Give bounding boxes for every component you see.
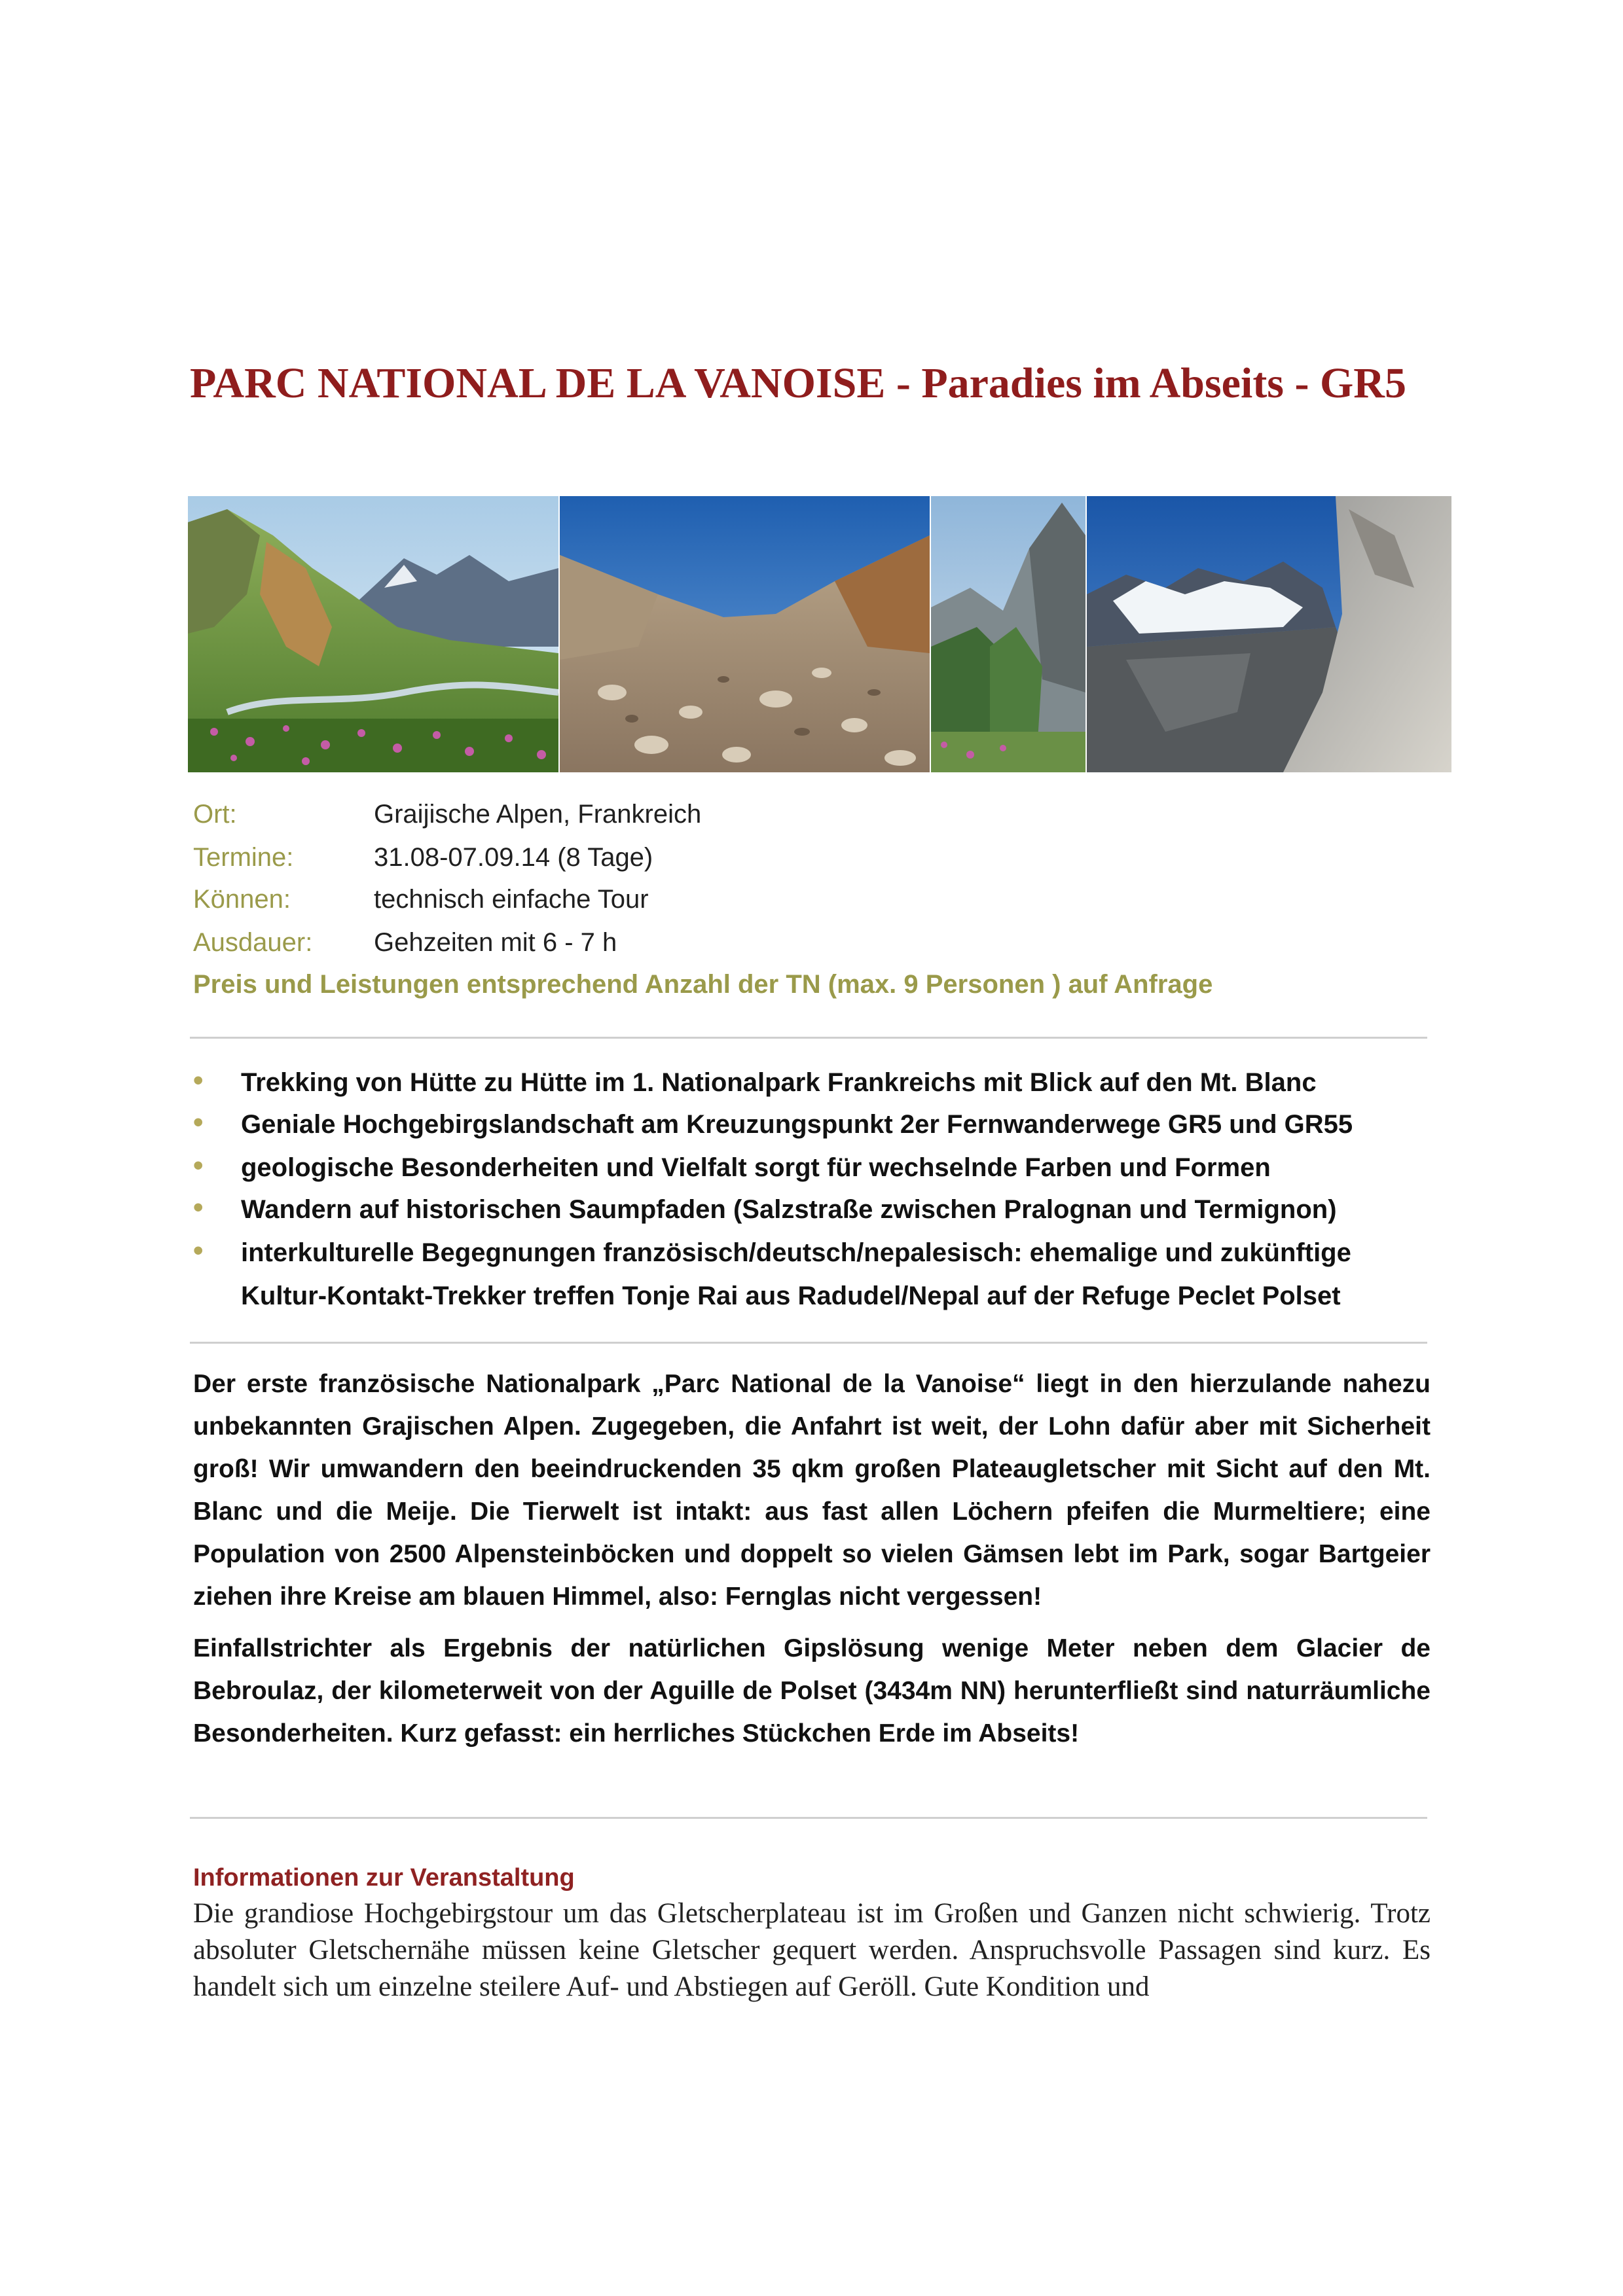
document-page: PARC NATIONAL DE LA VANOISE - Paradies im Abseits - GR5 Ort: Graijische Alpen, Frankreich Termine: 31.08-07.09.14 (8 Tage) Können: technisch einfache Tour Ausdauer: Gehzeiten mit 6 - 7 h Preis und Leistungen entsprechend Anzahl der TN (max. 9 Personen ) auf Anfrage • Trekking von Hütte zu Hütte im 1. Nationalpark Frankreichs mit Blick auf den Mt. Blanc • Geniale Hochgebirgslandschaft am Kreuzungspunkt 2er Fernwanderwege GR5 und GR55 • geologische Besonderheiten und Vielfalt sorgt für wechselnde Farben und Formen • Wandern auf historischen Saumpfaden (Salzstraße zwischen Pralognan und Termignon) • interkulturelle Begegnungen französisch/deutsch/nepalesisch: ehemalige und zukünftige Kultur-Kontakt-Trekker treffen Tonje Rai aus Radudel/Nepal auf der Refuge Peclet Polset Der erste französische Nationalpark „Parc National de la Vanoise“ liegt in den hierzulande nahezu unbekannten Grajischen Alpen. Zugegeben, die Anfahrt ist weit, der Lohn dafür aber mit Sicherheit groß! Wir umwandern den beeindruckenden 35 qkm großen Plateaugletscher mit Sicht auf den Mt. Blanc und die Meije. Die Tierwelt ist intakt: aus fast allen Löchern pfeifen die Murmeltiere; eine Population von 2500 Alpensteinböcken und doppelt so vielen Gämsen lebt im Park, sogar Bartgeier ziehen ihre Kreise am blauen Himmel, also: Fernglas nicht vergessen! Einfallstrichter als Ergebnis der natürlichen Gipslösung wenige Meter neben dem Glacier de Bebroulaz, der kilometerweit von der Aguille de Polset (3434m NN) herunterfließt sind naturräumliche Besonderheiten. Kurz gefasst: ein herrliches Stückchen Erde im Abseits! Informationen zur Veranstaltung Die grandiose Hochgebirgstour um das Gletscherplateau ist im Großen und Ganzen nicht schwierig. Trotz absoluter Gletschernähe müssen keine Gletscher gequert werden. Anspruchsvolle Passagen sind kurz. Es handelt sich um einzelne steilere Auf- und Abstiegen auf Geröll. Gute Kondition und [0, 0, 1623, 2296]
fact-label: Ort: [193, 800, 237, 829]
photo-strip [188, 496, 1451, 772]
photo-glacier [1087, 496, 1451, 772]
section-heading: Informationen zur Veranstaltung [193, 1864, 575, 1892]
bullet-icon: • [193, 1149, 204, 1181]
divider [190, 1817, 1427, 1819]
divider [190, 1342, 1427, 1344]
photo-steep-peak [931, 496, 1085, 772]
fact-value: Gehzeiten mit 6 - 7 h [374, 928, 617, 957]
fact-label: Können: [193, 885, 291, 914]
fact-label: Ausdauer: [193, 928, 313, 957]
fact-value: 31.08-07.09.14 (8 Tage) [374, 843, 653, 872]
description-paragraph: Der erste französische Nationalpark „Parc National de la Vanoise“ liegt in den hierzulande nahezu unbekannten Grajischen Alpen. Zugegeben, die Anfahrt ist weit, der Lohn dafür aber mit Sicherheit groß! Wir umwandern den beeindruckenden 35 qkm großen Plateaugletscher mit Sicht auf den Mt. Blanc und die Meije. Die Tierwelt ist intakt: aus fast allen Löchern pfeifen die Murmeltiere; eine Population von 2500 Alpensteinböcken und doppelt so vielen Gämsen lebt im Park, sogar Bartgeier ziehen ihre Kreise am blauen Himmel, also: Fernglas nicht vergessen! [193, 1370, 1431, 1611]
page-title: PARC NATIONAL DE LA VANOISE - Paradies im Abseits - GR5 [190, 359, 1406, 407]
fact-value: technisch einfache Tour [374, 885, 649, 914]
info-paragraph: Die grandiose Hochgebirgstour um das Gletscherplateau ist im Großen und Ganzen nicht schwierig. Trotz absoluter Gletschernähe müssen keine Gletscher gequert werden. Anspruchsvolle Passagen sind kurz. Es handelt sich um einzelne steilere Auf- und Abstiegen auf Geröll. Gute Kondition und [193, 1898, 1431, 2002]
fact-label: Termine: [193, 843, 294, 872]
fact-value: Graijische Alpen, Frankreich [374, 800, 702, 829]
price-note: Preis und Leistungen entsprechend Anzahl der TN (max. 9 Personen ) auf Anfrage [193, 970, 1213, 999]
bullet-icon: • [193, 1064, 204, 1096]
bullet-icon: • [193, 1106, 204, 1138]
photo-rocky-moraine [560, 496, 930, 772]
bullet-icon: • [193, 1234, 204, 1266]
bullet-icon: • [193, 1191, 204, 1223]
divider [190, 1037, 1427, 1039]
photo-alpine-meadow [188, 496, 558, 772]
list-item-continuation: Kultur-Kontakt-Trekker treffen Tonje Rai aus Radudel/Nepal auf der Refuge Peclet Polset [241, 1282, 1341, 1310]
description-paragraph: Einfallstrichter als Ergebnis der natürlichen Gipslösung wenige Meter neben dem Glacier de Bebroulaz, der kilometerweit von der Aguille de Polset (3434m NN) herunterfließt sind naturräumliche Besonderheiten. Kurz gefasst: ein herrliches Stückchen Erde im Abseits! [193, 1634, 1431, 1748]
